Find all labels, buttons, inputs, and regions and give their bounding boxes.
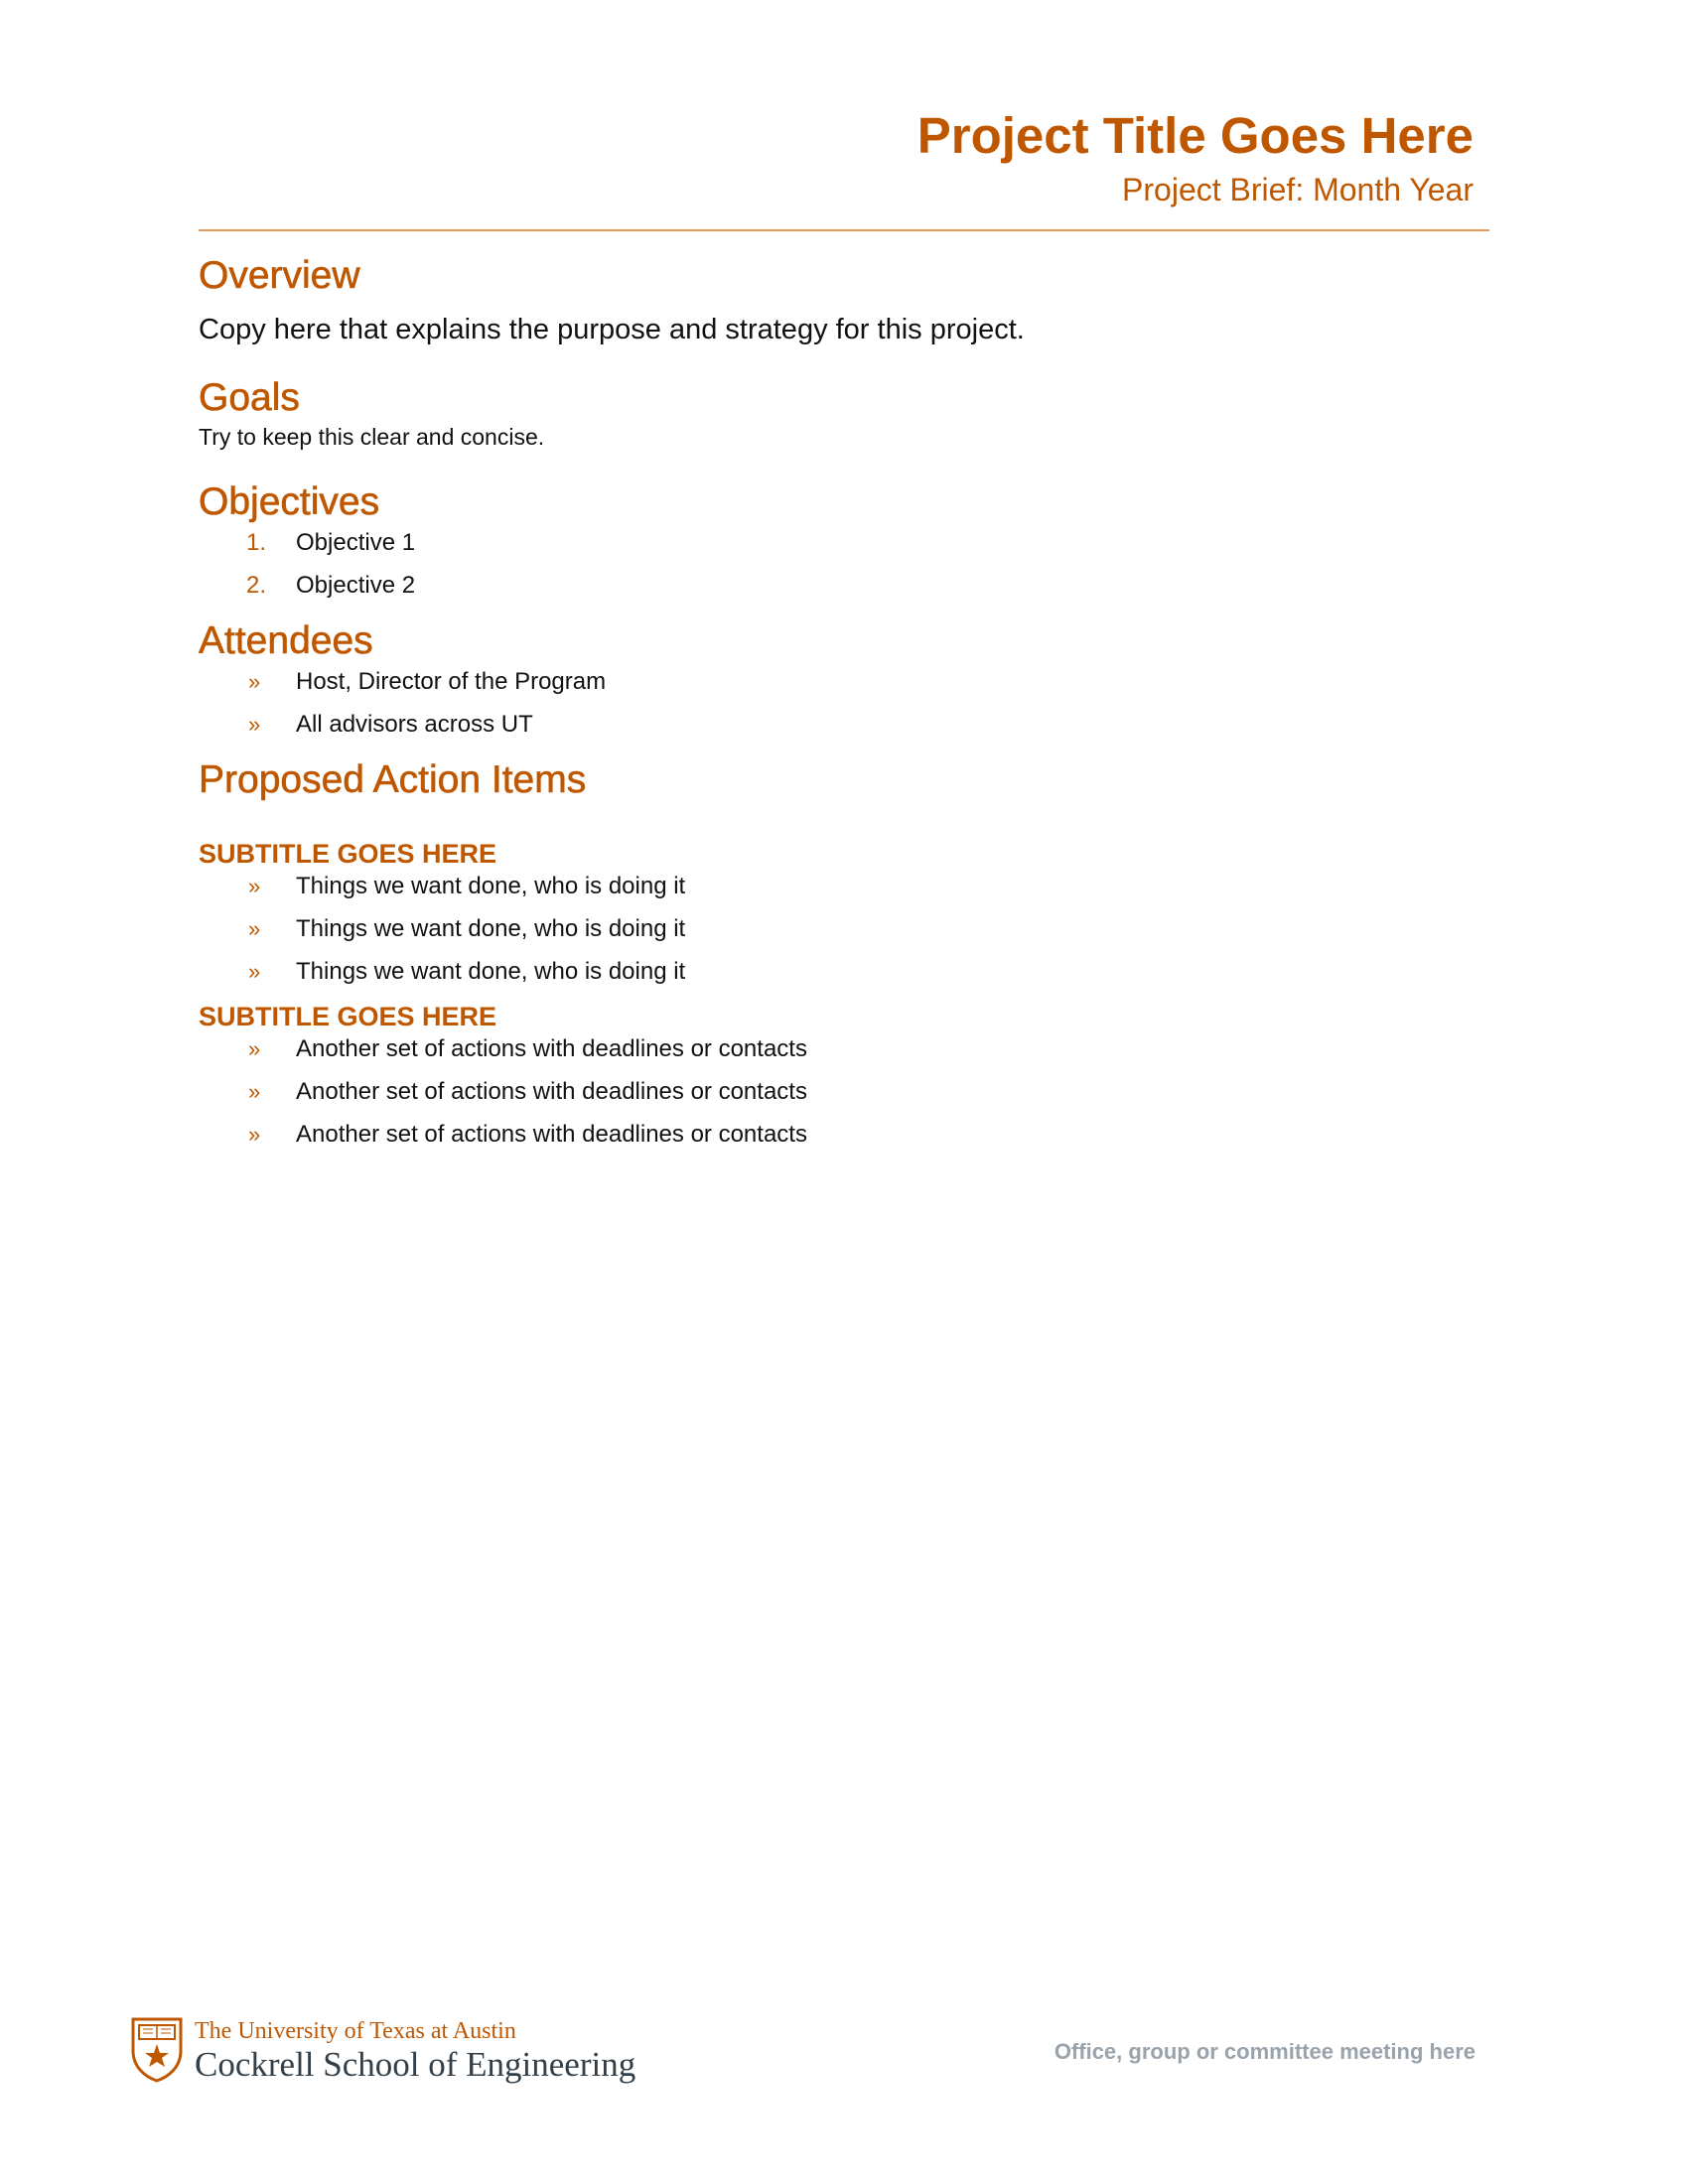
list-item-text: Another set of actions with deadlines or contacts — [296, 1078, 807, 1105]
document-footer — [131, 2017, 1491, 2107]
list-item-text: Objective 1 — [296, 529, 416, 556]
document-header — [199, 104, 1489, 231]
list-item — [199, 1119, 1489, 1151]
action-group-subtitle: SUBTITLE GOES HERE — [199, 839, 497, 869]
objectives-heading: Objectives — [199, 480, 380, 523]
goals-text: Try to keep this clear and concise. — [199, 424, 545, 450]
overview-text: Copy here that explains the purpose and strategy for this project. — [199, 314, 1025, 345]
list-item — [199, 527, 1489, 559]
list-item-text: Another set of actions with deadlines or contacts — [296, 1121, 807, 1148]
list-number: 1. — [246, 529, 267, 556]
list-item-text: Another set of actions with deadlines or contacts — [296, 1035, 807, 1062]
chevron-bullet-icon: » — [248, 1079, 261, 1104]
attendees-heading: Attendees — [199, 619, 373, 662]
list-item — [199, 570, 1489, 602]
header-divider — [199, 229, 1489, 231]
chevron-bullet-icon: » — [248, 959, 261, 984]
list-item-text: Objective 2 — [296, 572, 416, 599]
ut-shield-icon — [131, 2017, 183, 2083]
action-items-list — [199, 871, 1489, 988]
action-group-subtitle: SUBTITLE GOES HERE — [199, 1002, 497, 1031]
chevron-bullet-icon: » — [248, 874, 261, 898]
chevron-bullet-icon: » — [248, 1122, 261, 1147]
document-body — [199, 253, 1489, 1161]
logo-university-name: The University of Texas at Austin — [195, 2018, 516, 2044]
list-item-text: Things we want done, who is doing it — [296, 873, 686, 899]
list-item-text: Things we want done, who is doing it — [296, 915, 686, 942]
list-item — [199, 1033, 1489, 1065]
chevron-bullet-icon: » — [248, 712, 261, 737]
list-item — [199, 709, 1489, 741]
list-item-text: Things we want done, who is doing it — [296, 958, 686, 985]
chevron-bullet-icon: » — [248, 1036, 261, 1061]
objectives-list — [199, 527, 1489, 602]
list-item — [199, 871, 1489, 902]
list-item — [199, 666, 1489, 698]
list-item — [199, 956, 1489, 988]
list-item-text: All advisors across UT — [296, 711, 533, 738]
list-item — [199, 913, 1489, 945]
chevron-bullet-icon: » — [248, 669, 261, 694]
footer-note: Office, group or committee meeting here — [1054, 2039, 1476, 2064]
list-item-text: Host, Director of the Program — [296, 668, 607, 695]
list-item — [199, 1076, 1489, 1108]
goals-heading: Goals — [199, 376, 300, 419]
action-items-heading: Proposed Action Items — [199, 758, 587, 801]
overview-heading: Overview — [199, 254, 360, 297]
logo-school-name: Cockrell School of Engineering — [195, 2045, 636, 2084]
list-number: 2. — [246, 572, 267, 599]
document-subtitle: Project Brief: Month Year — [1122, 172, 1474, 207]
university-logo-text — [195, 2017, 635, 2085]
chevron-bullet-icon: » — [248, 916, 261, 941]
document-title: Project Title Goes Here — [916, 107, 1474, 164]
attendees-list — [199, 666, 1489, 741]
action-items-list — [199, 1033, 1489, 1151]
